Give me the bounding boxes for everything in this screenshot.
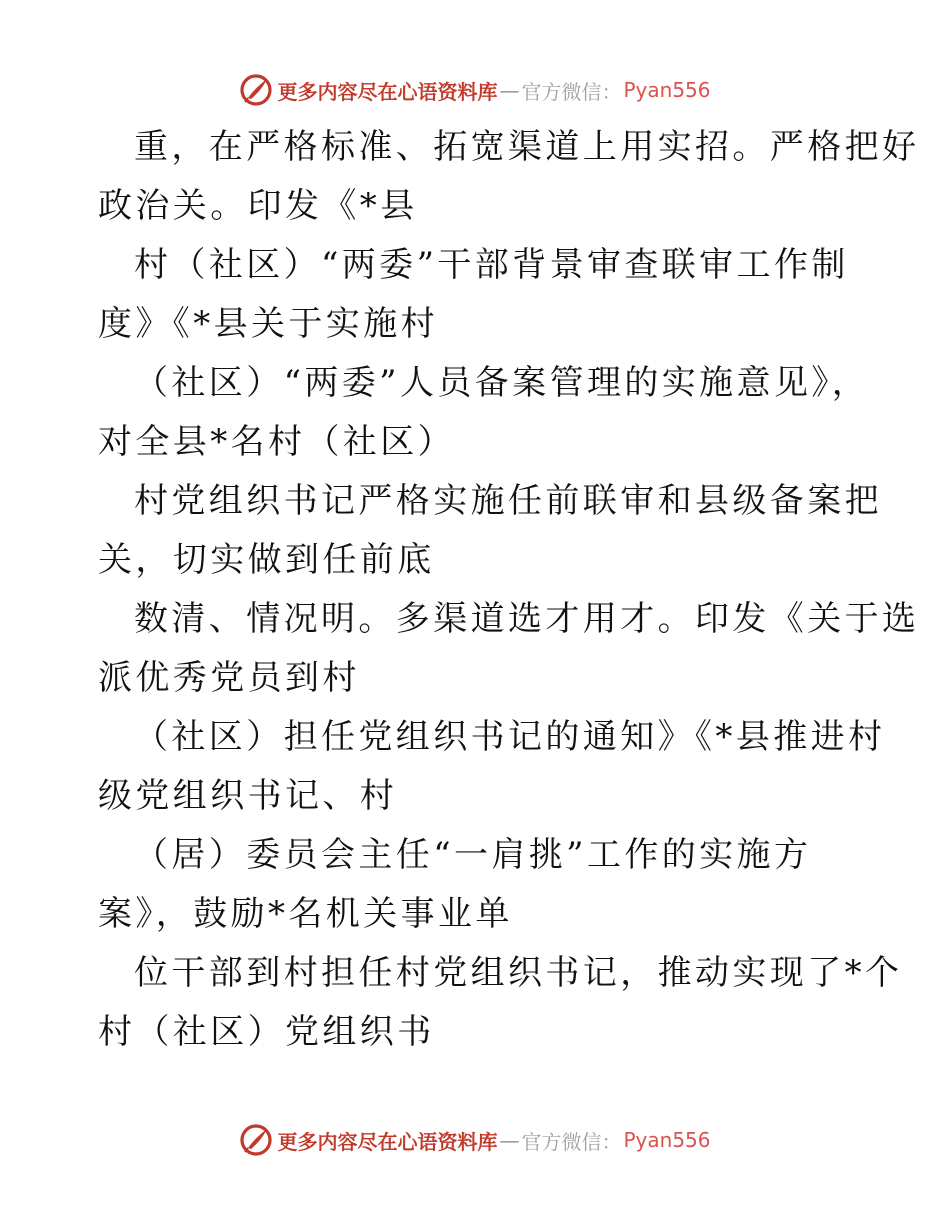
header-banner [0, 70, 950, 110]
text-line: 度》《*县关于实施村 [98, 304, 438, 344]
text-line: 案》，鼓励*名机关事业单 [98, 894, 513, 934]
text-line: 对全县*名村（社区） [98, 422, 455, 462]
text-line: 村党组织书记严格实施任前联审和县级备案把 [134, 481, 882, 521]
footer-wechat-label: 官方微信： [521, 1129, 622, 1154]
text-line: 村（社区）党组织书 [98, 1012, 435, 1052]
text-line: 数清、情况明。多渠道选才用才。印发《关于选 [134, 599, 920, 639]
header-text [277, 76, 710, 105]
text-line: （居）委员会主任“一肩挑”工作的实施方 [134, 835, 812, 875]
header-wechat-label: 官方微信： [521, 79, 622, 104]
header-wechat-id: Pyan556 [623, 78, 711, 102]
document-body [98, 118, 920, 1062]
footer-dash: — [499, 1128, 520, 1152]
text-line: 重，在严格标准、拓宽渠道上用实招。严格把好 [134, 127, 920, 167]
text-line: 派优秀党员到村 [98, 658, 360, 698]
text-line: 级党组织书记、村 [98, 776, 398, 816]
text-line: 政治关。印发《*县 [98, 186, 418, 226]
footer-brand: 更多内容尽在心语资料库 [277, 1129, 498, 1154]
footer-banner [0, 1120, 950, 1160]
footer-wechat-id: Pyan556 [623, 1128, 711, 1152]
header-brand: 更多内容尽在心语资料库 [277, 79, 498, 104]
text-line: 关，切实做到任前底 [98, 540, 435, 580]
feather-pen-logo-icon [239, 1123, 273, 1157]
text-line: （社区）担任党组织书记的通知》《*县推进村 [134, 717, 886, 757]
text-line: 位干部到村担任村党组织书记，推动实现了*个 [134, 953, 903, 993]
text-line: 村（社区）“两委”干部背景审查联审工作制 [134, 245, 849, 285]
footer-text [277, 1126, 710, 1155]
feather-pen-logo-icon [239, 73, 273, 107]
text-line: （社区）“两委”人员备案管理的实施意见》， [134, 363, 870, 403]
header-dash: — [499, 78, 520, 102]
